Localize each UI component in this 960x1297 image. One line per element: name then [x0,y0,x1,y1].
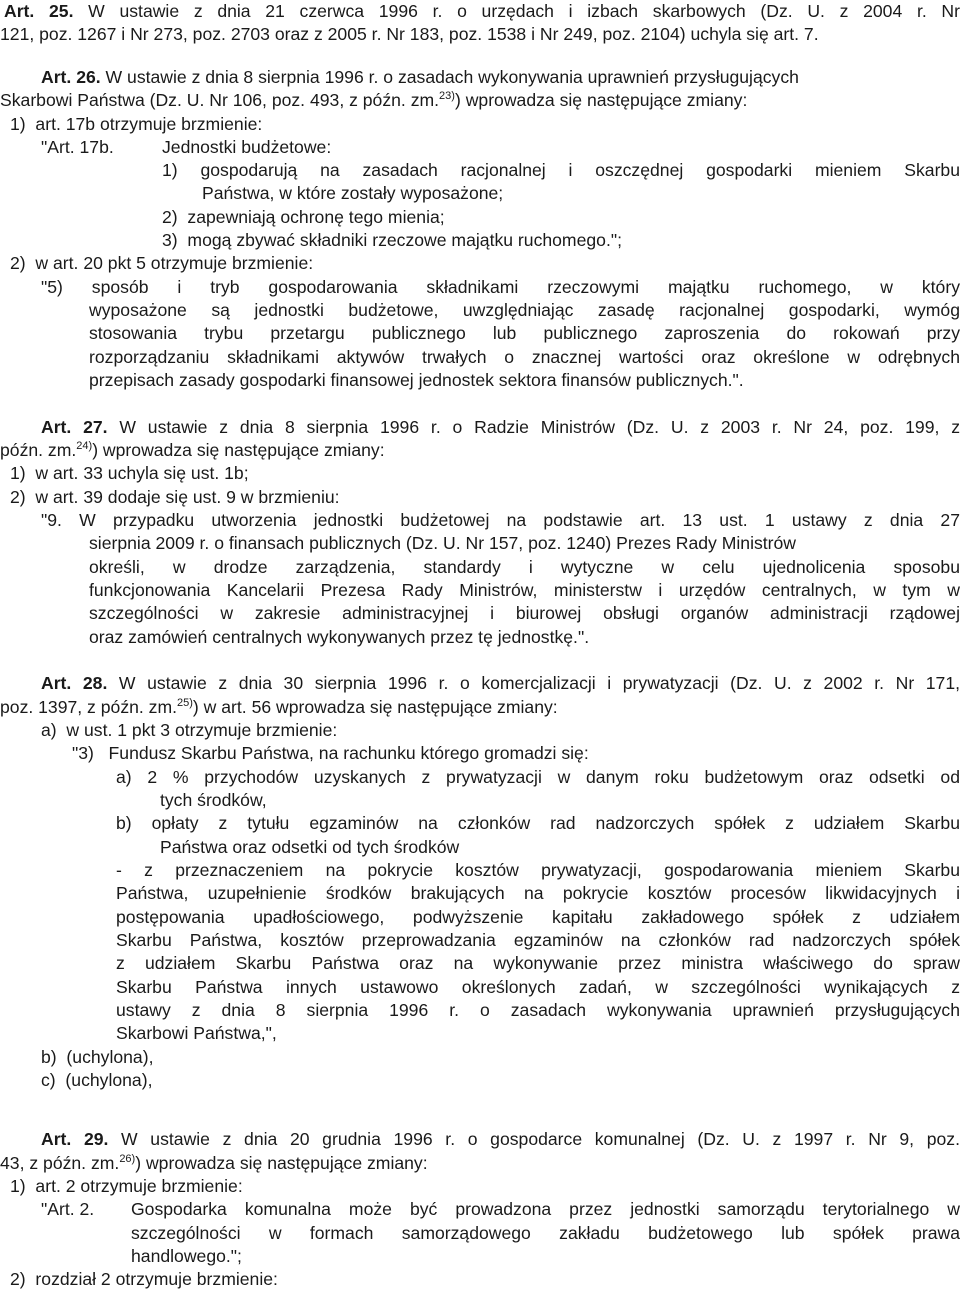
text-run: wyposażone są jednostki budżetowe, uwzględniając zasadę racjonalnej gospodarki, wymóg [89,300,960,320]
text-run: 43, z późn. zm. [0,1153,120,1173]
text-line [10,486,960,510]
text-line [41,719,960,743]
text-run: oraz zamówień centralnych wykonywanych przez tę jednostkę.". [89,627,590,647]
text-run: z udziałem Skarbu Państwa oraz na wykonywanie przez ministra właściwego do spraw [116,953,960,973]
text-run: szczególności w formach samorządowego zakładu budżetowego lub spółek prawa [131,1223,960,1243]
text-run: Skarbu Państwa, kosztów przeprowadzania egzaminów na członków rad nadzorczych spółek [116,930,960,950]
text-run: Jednostki budżetowe: [162,137,332,157]
text-run: szczególności w zakresie administracyjnej i biurowej obsługi organów administracji rządowej [89,603,960,623]
text-run: 2) zapewniają ochronę tego mienia; [162,207,445,227]
text-run: W ustawie z dnia 20 grudnia 1996 r. o gospodarce komunalnej (Dz. U. z 1997 r. Nr 9, poz. [108,1129,960,1149]
text-line [116,906,960,930]
article-number: Art. 27. [41,417,108,437]
text-line [89,322,960,346]
text-line [10,462,960,486]
text-run: 1) w art. 33 uchyla się ust. 1b; [10,463,249,483]
text-run: "3) Fundusz Skarbu Państwa, na rachunku którego gromadzi się: [72,743,589,763]
text-run: - z przeznaczeniem na pokrycie kosztów prywatyzacji, gospodarowania mieniem Skarbu [116,860,960,880]
text-run: W ustawie z dnia 8 sierpnia 1996 r. o zasadach wykonywania uprawnień przysługujących [100,67,799,87]
text-run: Państwa, uzupełnienie środków brakujących na pokrycie kosztów procesów likwidacyjnych i [116,883,960,903]
text-line [72,742,960,766]
text-line [160,836,960,860]
footnote-ref: 26) [119,1153,136,1165]
text-line [0,23,960,47]
text-line [41,1128,960,1152]
text-run: W ustawie z dnia 8 sierpnia 1996 r. o Radzie Ministrów (Dz. U. z 2003 r. Nr 24, poz. 199, z [107,417,960,437]
text-line [41,672,960,696]
text-line [41,416,960,440]
text-line [89,369,960,393]
text-run: Skarbu Państwa innych ustawowo określonych zadań, w szczególności wynikających z [116,977,960,997]
text-run: ) wprowadza się następujące zmiany: [135,1153,428,1173]
text-line [89,579,960,603]
text-run: 1) art. 2 otrzymuje brzmienie: [10,1176,243,1196]
text-line [41,1069,960,1093]
text-line [4,0,960,24]
text-line [131,1245,960,1269]
text-line [0,89,960,113]
text-line [0,696,960,720]
text-run: rozporządzaniu składnikami aktywów trwałych o znacznej wartości oraz określone w odrębnych [89,347,960,367]
article-number: Art. 29. [41,1129,109,1149]
text-line [89,626,960,650]
text-line [89,532,960,556]
text-line [41,509,960,533]
text-run: b) (uchylona), [41,1047,154,1067]
text-run: Państwa oraz odsetki od tych środków [160,837,460,857]
text-line [162,206,960,230]
text-line [116,976,960,1000]
text-line [116,929,960,953]
text-run: W ustawie z dnia 30 sierpnia 1996 r. o komercjalizacji i prywatyzacji (Dz. U. z 2002 r. Nr 171, [107,673,960,693]
text-run: stosowania trybu przetargu publicznego lub publicznego zaproszenia do rokowań przy [89,323,960,343]
text-line [131,1222,960,1246]
text-line [116,859,960,883]
text-line [116,812,960,836]
text-line [89,602,960,626]
text-run: "Art. 2. [41,1199,95,1219]
text-line [10,1268,960,1292]
text-run: b) opłaty z tytułu egzaminów na członków rad nadzorczych spółek z udziałem Skarbu [116,813,960,833]
text-run: Państwa, w które zostały wyposażone; [202,183,504,203]
text-run: "5) sposób i tryb gospodarowania składnikami rzeczowymi majątku ruchomego, w który [41,277,960,297]
text-run: a) 2 % przychodów uzyskanych z prywatyzacji w danym roku budżetowym oraz odsetki od [116,767,960,787]
text-run: sierpnia 2009 r. o finansach publicznych (Dz. U. Nr 157, poz. 1240) Prezes Rady Ministrów [89,533,797,553]
text-run: 2) rozdział 2 otrzymuje brzmienie: [10,1269,278,1289]
text-line [89,346,960,370]
text-run: a) w ust. 1 pkt 3 otrzymuje brzmienie: [41,720,338,740]
article-number: Art. 28. [41,673,108,693]
article-number: Art. 25. [4,1,74,21]
text-run: handlowego."; [131,1246,242,1266]
text-run: ) wprowadza się następujące zmiany: [92,440,385,460]
text-run: funkcjonowania Kancelarii Prezesa Rady Ministrów, ministerstw i urzędów centralnych, w tym w [89,580,960,600]
text-line [116,952,960,976]
text-line [0,1152,960,1176]
text-line [116,999,960,1023]
text-line [162,159,960,183]
text-run: W ustawie z dnia 21 czerwca 1996 r. o urzędach i izbach skarbowych (Dz. U. z 2004 r. Nr [73,1,960,21]
text-run: 2) w art. 20 pkt 5 otrzymuje brzmienie: [10,253,314,273]
text-run: "Art. 17b. [41,137,114,157]
text-line [89,556,960,580]
text-run: ustawy z dnia 8 sierpnia 1996 r. o zasadach wykonywania uprawnień przysługujących [116,1000,960,1020]
text-run: tych środków, [160,790,267,810]
text-line [116,1022,960,1046]
text-line [10,113,960,137]
article-number: Art. 26. [41,67,101,87]
text-run: 1) gospodarują na zasadach racjonalnej i oszczędnej gospodarki mieniem Skarbu [162,160,960,180]
text-run: poz. 1397, z późn. zm. [0,697,178,717]
text-run: "9. W przypadku utworzenia jednostki budżetowej na podstawie art. 13 ust. 1 ustawy z dnia 27 [41,510,960,530]
text-run: c) (uchylona), [41,1070,153,1090]
text-run: ) wprowadza się następujące zmiany: [454,90,748,110]
text-line [131,1198,960,1222]
text-line [41,66,960,90]
text-line [41,276,960,300]
text-run: Gospodarka komunalna może być prowadzona przez jednostki samorządu terytorialnego w [131,1199,960,1219]
text-run: 121, poz. 1267 i Nr 273, poz. 2703 oraz z 2005 r. Nr 183, poz. 1538 i Nr 249, poz. 2104) uchyla się art. 7. [0,24,819,44]
text-run: 1) art. 17b otrzymuje brzmienie: [10,114,263,134]
footnote-ref: 25) [177,697,193,709]
text-run: Skarbowi Państwa,", [116,1023,277,1043]
text-line [89,299,960,323]
text-line [0,439,960,463]
text-line [116,882,960,906]
text-run: przepisach zasady gospodarki finansowej jednostek sektora finansów publicznych.". [89,370,744,390]
text-run: Skarbowi Państwa (Dz. U. Nr 106, poz. 493, z późn. zm. [0,90,440,110]
footnote-ref: 23) [439,90,455,102]
text-line [160,789,960,813]
text-line [41,1046,960,1070]
text-line [162,136,960,160]
text-run: późn. zm. [0,440,77,460]
text-run: postępowania upadłościowego, podwyższenie kapitału zakładowego spółek z udziałem [116,907,960,927]
text-run: ) w art. 56 wprowadza się następujące zmiany: [192,697,558,717]
text-line [116,766,960,790]
footnote-ref: 24) [76,440,93,452]
text-run: określi, w drodze zarządzenia, standardy i wytyczne w celu ujednolicenia sposobu [89,557,960,577]
text-line [10,252,960,276]
text-line [202,182,960,206]
text-run: 3) mogą zbywać składniki rzeczowe majątku ruchomego."; [162,230,622,250]
text-line [162,229,960,253]
text-line [10,1175,960,1199]
text-run: 2) w art. 39 dodaje się ust. 9 w brzmieniu: [10,487,340,507]
